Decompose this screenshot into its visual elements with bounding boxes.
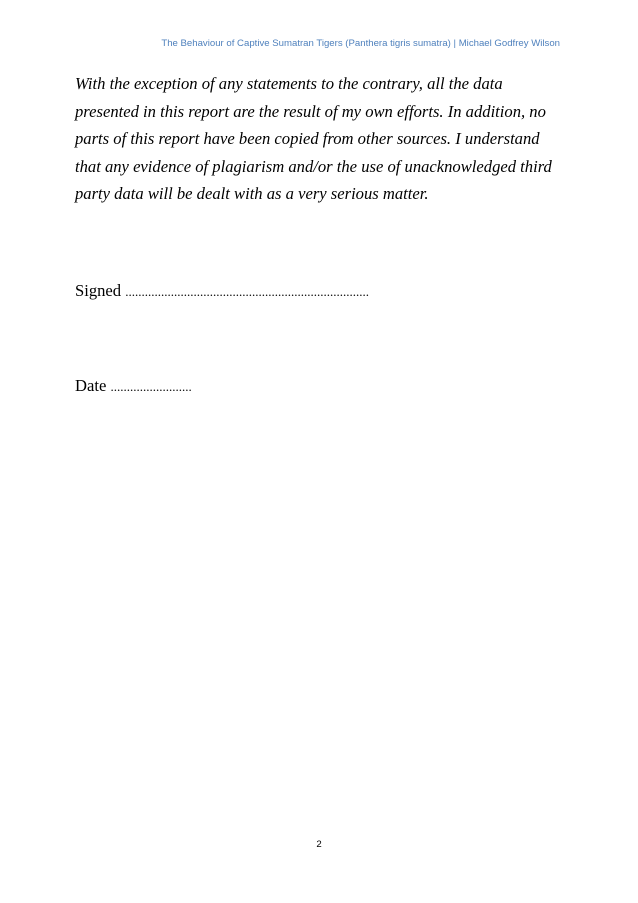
page-number: 2 [316,839,322,850]
signature-line [75,281,369,301]
declaration-line: parts of this report have been copied from other sources. I understand [75,129,540,149]
declaration-line: presented in this report are the result of my own efforts. In addition, no [75,101,546,121]
date-line [75,376,192,396]
signature-label: Signed [75,281,122,300]
declaration-line: party data will be dealt with as a very serious matter. [75,184,429,204]
running-header: The Behaviour of Captive Sumatran Tigers (Panthera tigris sumatra) | Michael Godfrey Wilson [161,38,560,49]
declaration-line: With the exception of any statements to the contrary, all the data [75,74,503,93]
declaration-line: that any evidence of plagiarism and/or the use of unacknowledged third [75,156,552,176]
declaration-paragraph [75,70,575,208]
date-label: Date [75,376,107,395]
date-dots: ......................... [110,379,192,394]
signature-dots: ........................................................................... [125,284,370,299]
